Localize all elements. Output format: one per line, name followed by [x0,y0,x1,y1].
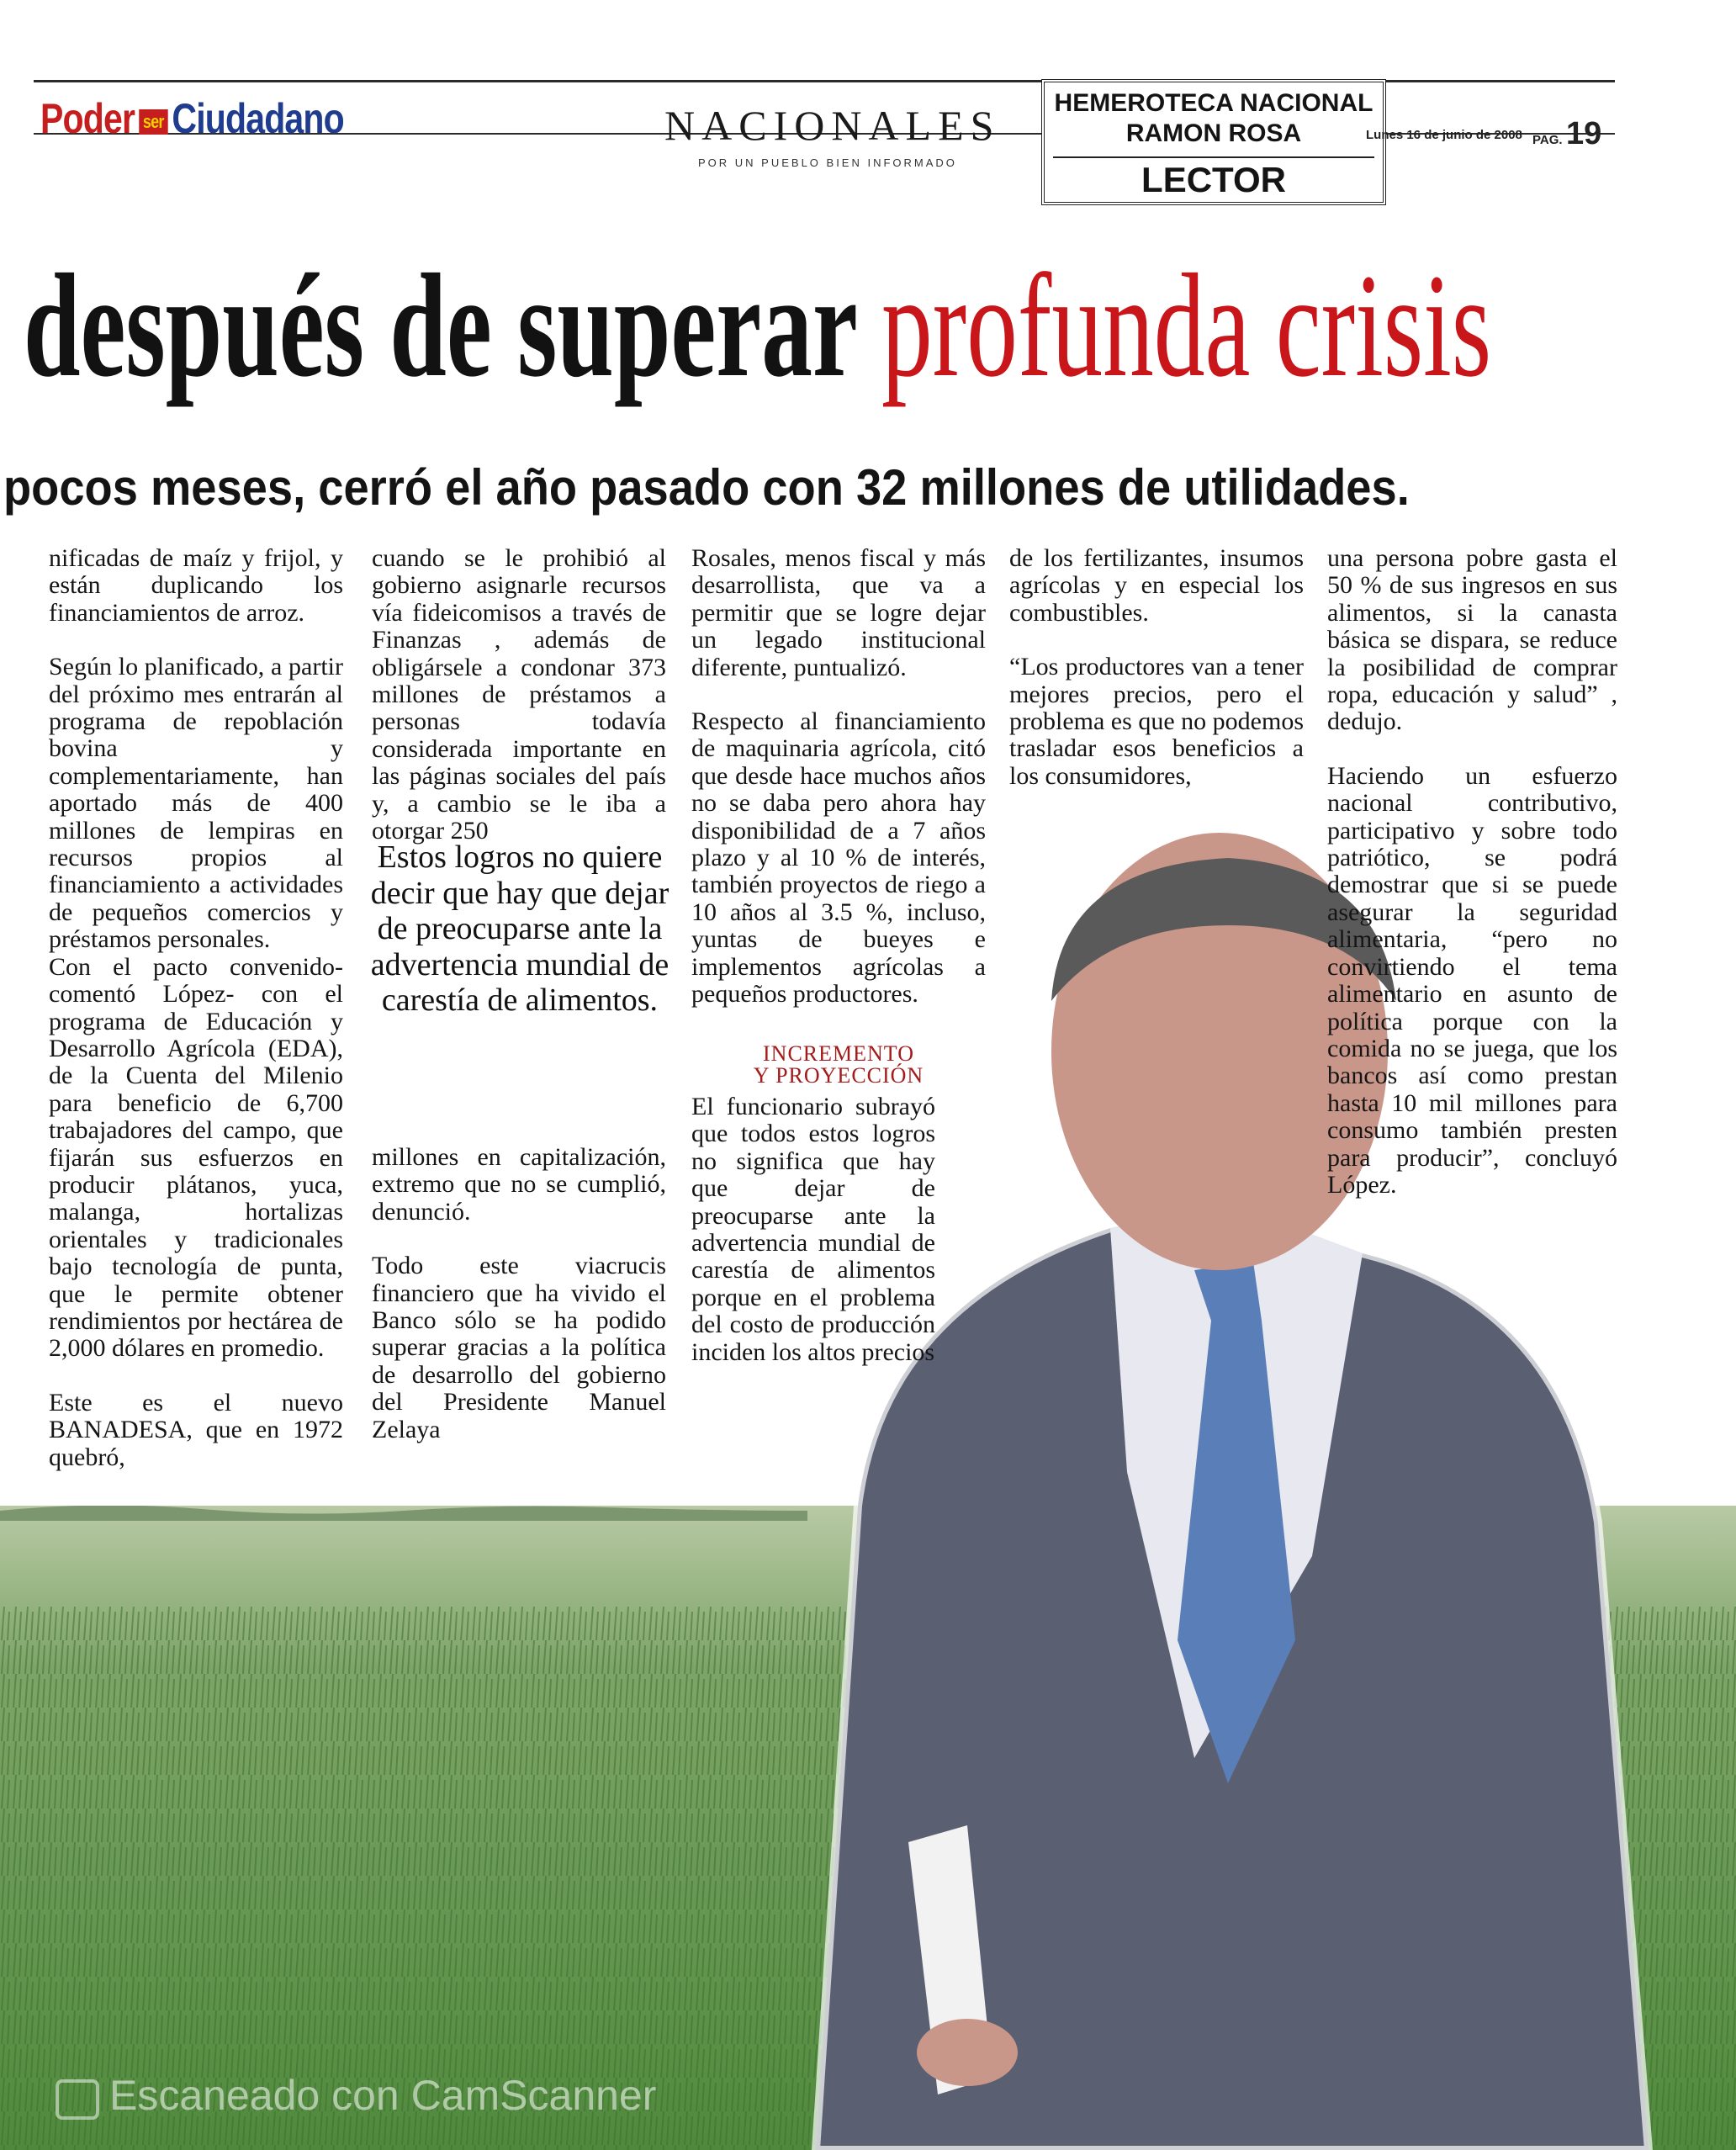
article-column-5 [1327,545,1617,1226]
stamp-line-2: RAMON ROSA [1125,119,1302,147]
paragraph: de los fertilizantes, insumos agrícolas y en especial los combustibles. [1009,544,1304,627]
paragraph: Según lo planificado, a partir del próximo mes entrarán al programa de repoblación bovina y complementariamente, han aportado más de 400 millones de lempiras en recursos propios al financiamiento a actividades de pequeños comercios y préstamos personales. [49,653,343,954]
paragraph: nificadas de maíz y frijol, y están duplicando los financiamientos de arroz. [49,544,343,627]
publication-date: Lunes 16 de junio de 2008 [1366,128,1522,142]
paragraph: El funcionario subrayó que todos estos logros no significa que hay que dejar de preocuparse ante la advertencia mundial de carestía de alimentos porque en el problema del costo de producción inciden los altos precios [691,1093,935,1366]
paragraph: Este es el nuevo BANADESA, que en 1972 quebró, [49,1388,343,1471]
page-label: PAG. [1532,133,1563,147]
section-title: NACIONALES [664,102,1001,149]
page-value: 19 [1566,116,1602,151]
paragraph: “Los productores van a tener mejores precios, pero el problema es que no podemos trasladar esos beneficios a los consumidores, [1009,653,1304,790]
paragraph: Con el pacto convenido- comentó López- con el programa de Educación y Desarrollo Agrícola (EDA), de la Cuenta del Milenio para beneficio de 6,700 trabajadores del campo, que fijarán sus esfuerzos en producir plátanos, yuca, malanga, hortalizas orientales y tradicionales bajo tecnología de punta, que le permite obtener rendimientos por hectárea de 2,000 dólares en promedio. [49,952,343,1363]
article-column-3-continued [691,1094,986,1393]
watermark-text: Escaneado con CamScanner [109,2072,657,2119]
paragraph: Haciendo un esfuerzo nacional contributivo, participativo y sobre todo patriótico, se podrá demostrar que si se puede asegurar la seguridad alimentaria, “pero no convirtiendo el tema alimentario en asunto de política porque con la comida no se juega, que los bancos así como prestan hasta 10 mil millones para consumo también presten para producir”, concluyó López. [1327,761,1617,1199]
headline-black: después de superar [24,244,882,408]
newspaper-logo [40,94,344,143]
scanner-watermark [50,2071,656,2120]
article-subhead: pocos meses, cerró el año pasado con 32 millones de utilidades. [3,459,1410,516]
logo-word-ciudadano: Ciudadano [172,95,344,142]
logo-badge: ser [139,109,167,135]
pull-quote: Estos logros no quiere decir que hay que dejar de preocuparse ante la advertencia mundial de carestía de alimentos. [370,839,670,1018]
paragraph: Respecto al financiamiento de maquinaria agrícola, citó que desde hace muchos años no se daba pero ahora hay disponibilidad de a 7 años plazo y al 10 % de interés, también proyectos de riego a 10 años al 3.5 %, incluso, yuntas de bueyes e implementos agrícolas a pequeños productores. [691,707,986,1009]
article-column-3 [691,545,986,1035]
logo-word-poder: Poder [40,95,135,142]
stamp-line-1: HEMEROTECA NACIONAL [1054,89,1373,117]
article-column-2-continued [372,1144,666,1470]
article-column-2 [372,545,666,871]
section-tagline: POR UN PUEBLO BIEN INFORMADO [698,156,957,169]
article-column-1 [49,545,343,1498]
paragraph: Rosales, menos fiscal y más desarrollista, que va a permitir que se logre dejar un legado institucional diferente, puntualizó. [691,544,986,681]
stamp-line-3: LECTOR [1141,160,1286,199]
stamp-divider [1053,156,1374,158]
subheading-line-1: INCREMENTO [763,1041,914,1066]
article-column-4 [1009,545,1304,817]
section-subheading [691,1043,986,1087]
page-number [1532,116,1601,152]
headline-red: profunda crisis [881,244,1492,408]
paragraph: una persona pobre gasta el 50 % de sus ingresos en sus alimentos, si la canasta básica se dispara, se reduce la posibilidad de comprar ropa, educación y salud” , dedujo. [1327,544,1617,736]
paragraph: cuando se le prohibió al gobierno asignarle recursos vía fideicomisos a través de Finanzas , además de obligársele a condonar 373 millones de préstamos a personas todavía considerada importante en las páginas sociales del país y, a cambio se le iba a otorgar 250 [372,544,666,845]
subheading-line-2: Y PROYECCIÓN [753,1063,924,1088]
paragraph: Todo este viacrucis financiero que ha vivido el Banco sólo se ha podido superar gracias a la política de desarrollo del gobierno del Presidente Manuel Zelaya [372,1252,666,1443]
paragraph: millones en capitalización, extremo que no se cumplió, denunció. [372,1143,666,1226]
article-headline [24,244,1492,408]
library-stamp [1041,79,1386,205]
